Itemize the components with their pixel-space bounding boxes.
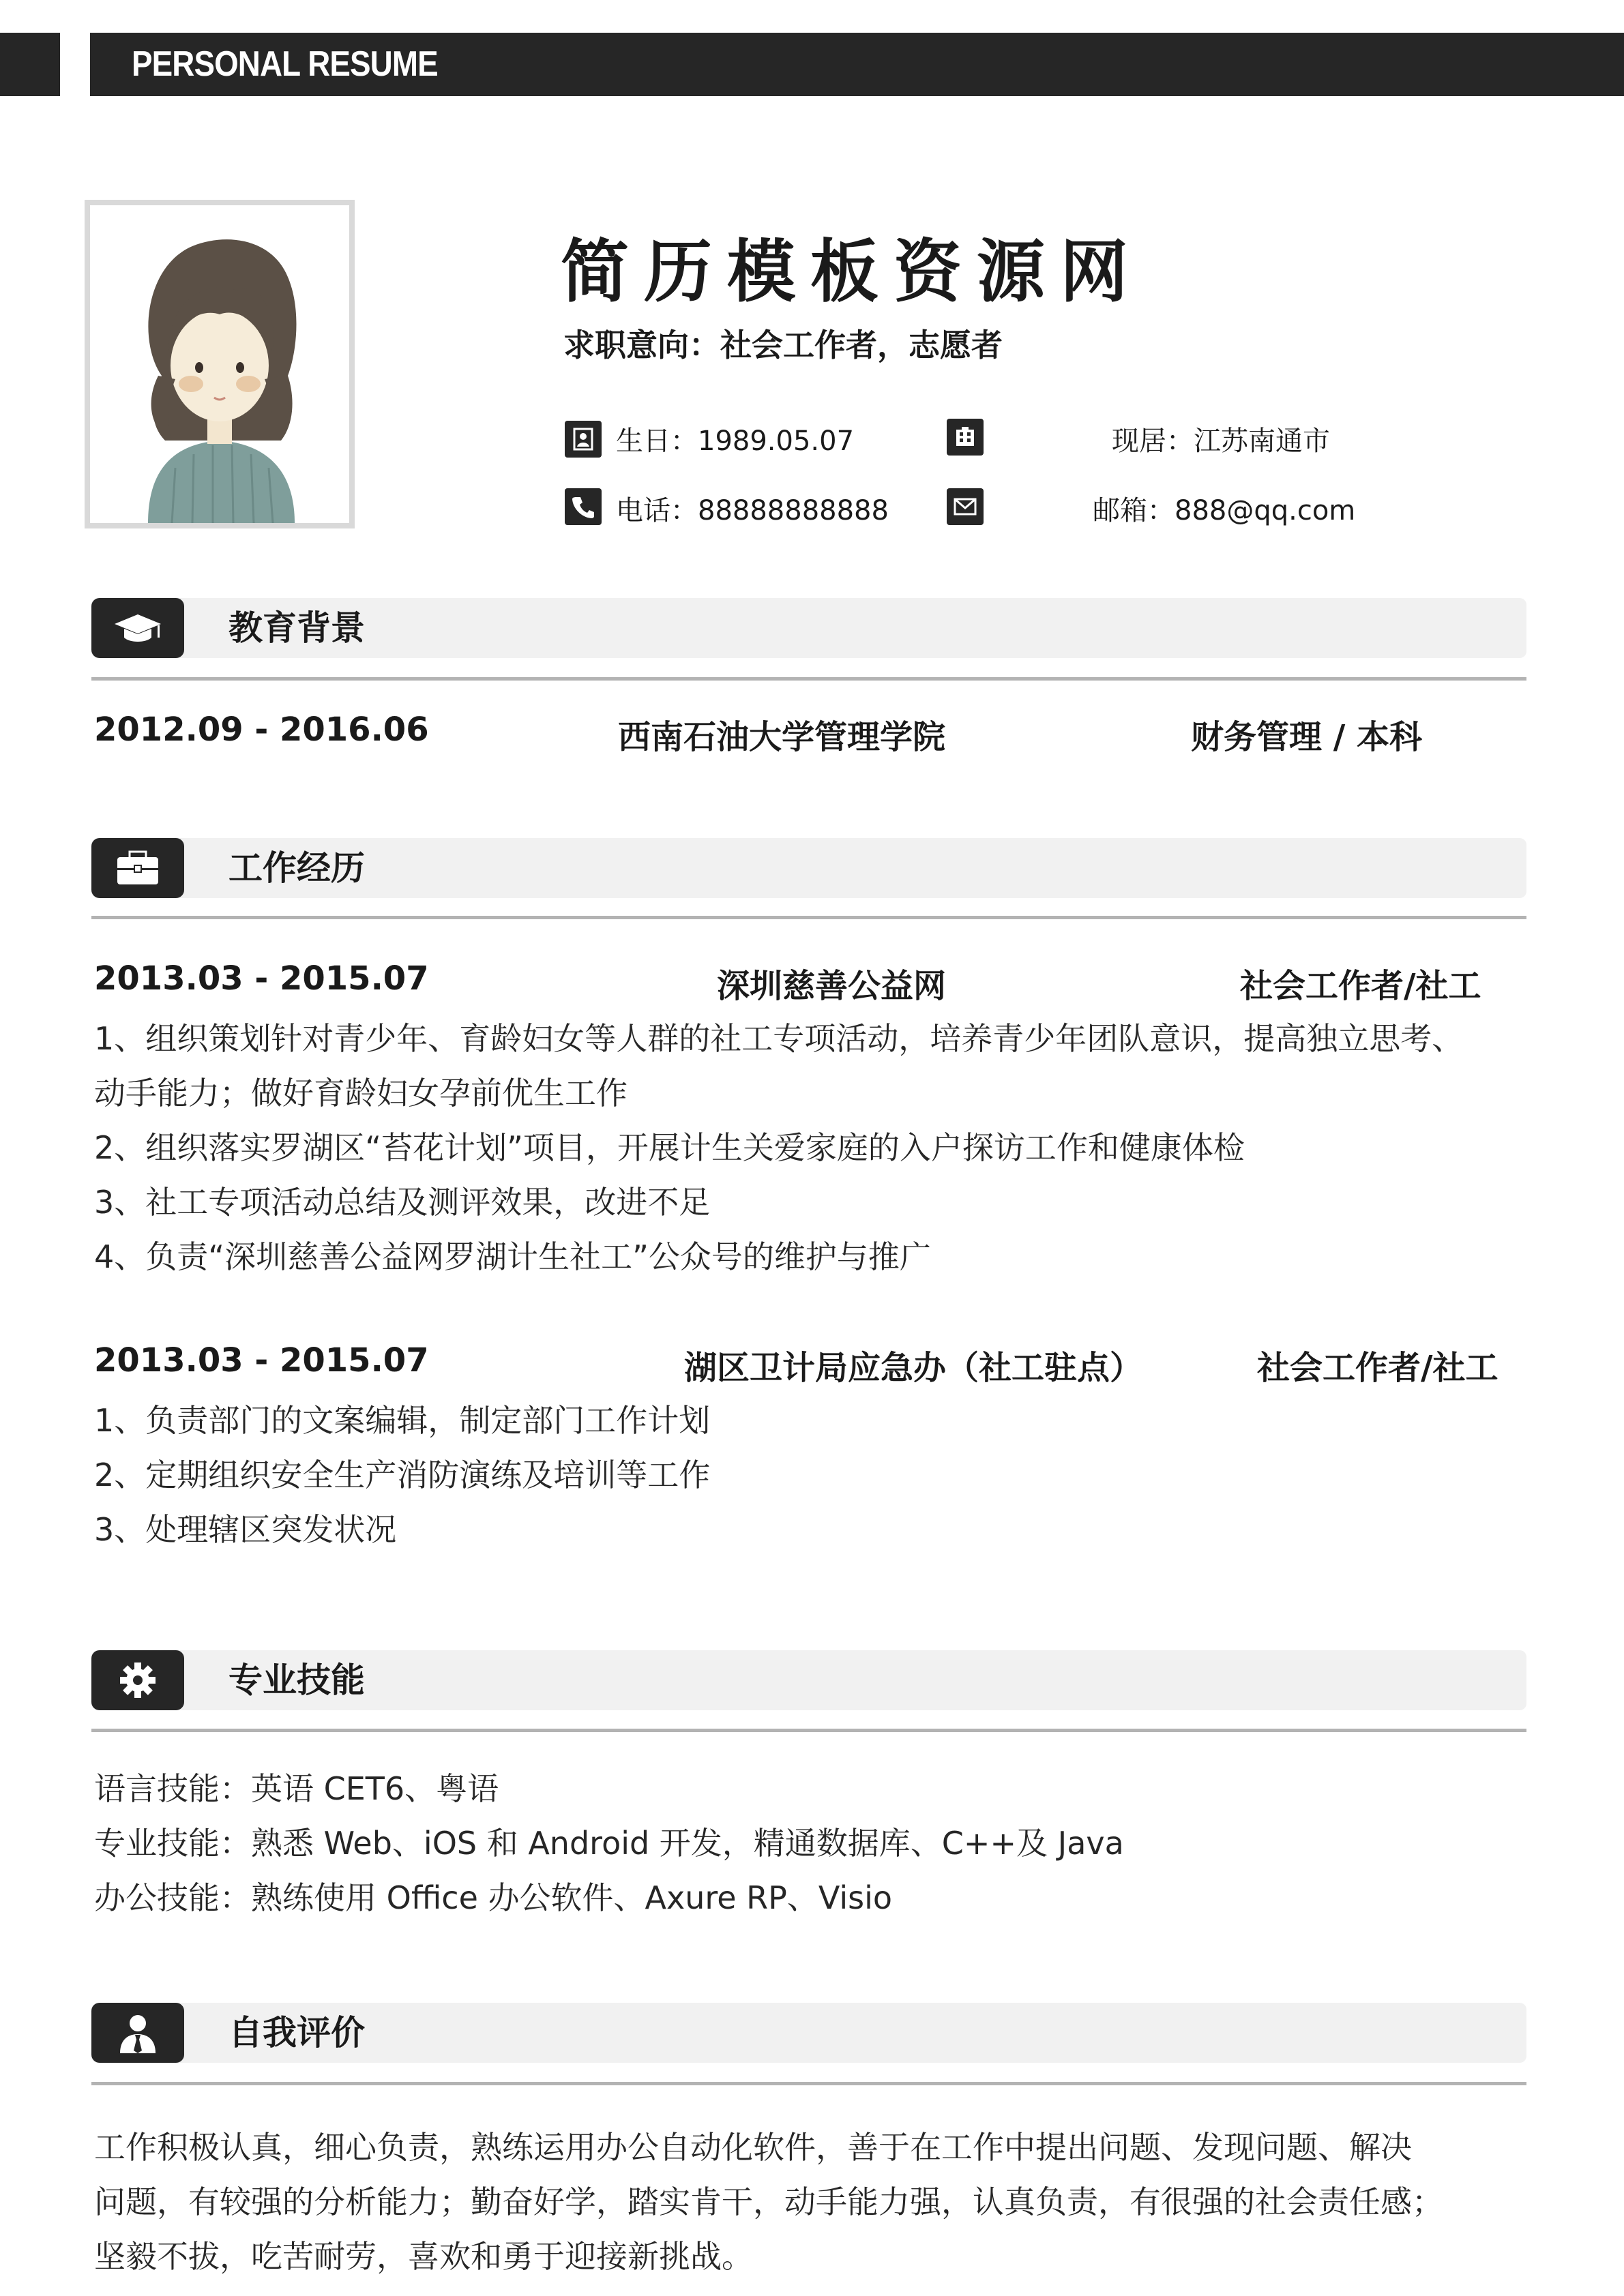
residence-text: 现居：江苏南通市 (1112, 426, 1330, 457)
job-1-period: 2013.03 - 2015.07 (94, 959, 429, 998)
job-1-line: 3、社工专项活动总结及测评效果，改进不足 (94, 1184, 711, 1221)
person-id-icon (565, 421, 602, 458)
job-1-role: 社会工作者/社工 (1240, 967, 1481, 1005)
phone-icon (565, 488, 602, 525)
job-1-line: 1、组织策划针对青少年、育龄妇女等人群的社工专项活动，培养青少年团队意识，提高独立思考、 (94, 1020, 1464, 1057)
job-2-role: 社会工作者/社工 (1257, 1349, 1498, 1387)
job-2-period: 2013.03 - 2015.07 (94, 1341, 429, 1380)
banner-title: PERSONAL RESUME (132, 44, 438, 84)
work-divider (91, 916, 1526, 919)
phone-text: 电话：88888888888 (616, 495, 889, 526)
skills-divider (91, 1729, 1526, 1732)
profile-photo (85, 200, 355, 528)
job-2-line: 2、定期组织安全生产消防演练及培训等工作 (94, 1457, 711, 1493)
self-line: 坚毅不拔，吃苦耐劳，喜欢和勇于迎接新挑战。 (94, 2238, 753, 2275)
job-intent: 求职意向：社会工作者，志愿者 (563, 327, 1003, 363)
job-1-line: 动手能力；做好育龄妇女孕前优生工作 (94, 1075, 628, 1112)
birthday-text: 生日：1989.05.07 (616, 426, 855, 457)
avatar-illustration (90, 205, 349, 523)
job-2-line: 1、负责部门的文案编辑，制定部门工作计划 (94, 1402, 711, 1439)
self-line: 问题，有较强的分析能力；勤奋好学，踏实肯干，动手能力强，认真负责，有很强的社会责任感； (94, 2183, 1443, 2220)
self-divider (91, 2082, 1526, 2085)
email-text: 邮箱：888@qq.com (1093, 495, 1356, 526)
job-2-company: 湖区卫计局应急办（社工驻点） (684, 1349, 1143, 1387)
banner-left-block (0, 33, 60, 96)
graduation-cap-icon (91, 598, 184, 658)
skill-line: 办公技能：熟练使用 Office 办公软件、Axure RP、Visio (94, 1879, 893, 1916)
work-title: 工作经历 (228, 848, 365, 888)
building-icon (947, 419, 984, 456)
job-1-line: 2、组织落实罗湖区“苔花计划”项目，开展计生关爱家庭的入户探访工作和健康体检 (94, 1129, 1245, 1166)
job-1-line: 4、负责“深圳慈善公益网罗湖计生社工”公众号的维护与推广 (94, 1238, 931, 1275)
profile-name: 简历模板资源网 (561, 232, 1143, 312)
education-period: 2012.09 - 2016.06 (94, 711, 429, 749)
job-2-line: 3、处理辖区突发状况 (94, 1511, 397, 1548)
user-tie-icon (91, 2003, 184, 2063)
education-school: 西南石油大学管理学院 (618, 718, 946, 756)
self-line: 工作积极认真，细心负责，熟练运用办公自动化软件，善于在工作中提出问题、发现问题、解决 (94, 2129, 1412, 2166)
briefcase-icon (91, 838, 184, 898)
skills-title: 专业技能 (228, 1660, 365, 1700)
mail-icon (947, 488, 984, 525)
skill-line: 语言技能：英语 CET6、粤语 (94, 1770, 499, 1807)
education-divider (91, 677, 1526, 681)
job-1-company: 深圳慈善公益网 (717, 967, 947, 1005)
education-title: 教育背景 (228, 608, 365, 648)
education-major: 财务管理 / 本科 (1191, 718, 1422, 756)
gear-icon (91, 1650, 184, 1710)
self-title: 自我评价 (228, 2013, 365, 2053)
skill-line: 专业技能：熟悉 Web、iOS 和 Android 开发，精通数据库、C++及 Java (94, 1825, 1124, 1862)
